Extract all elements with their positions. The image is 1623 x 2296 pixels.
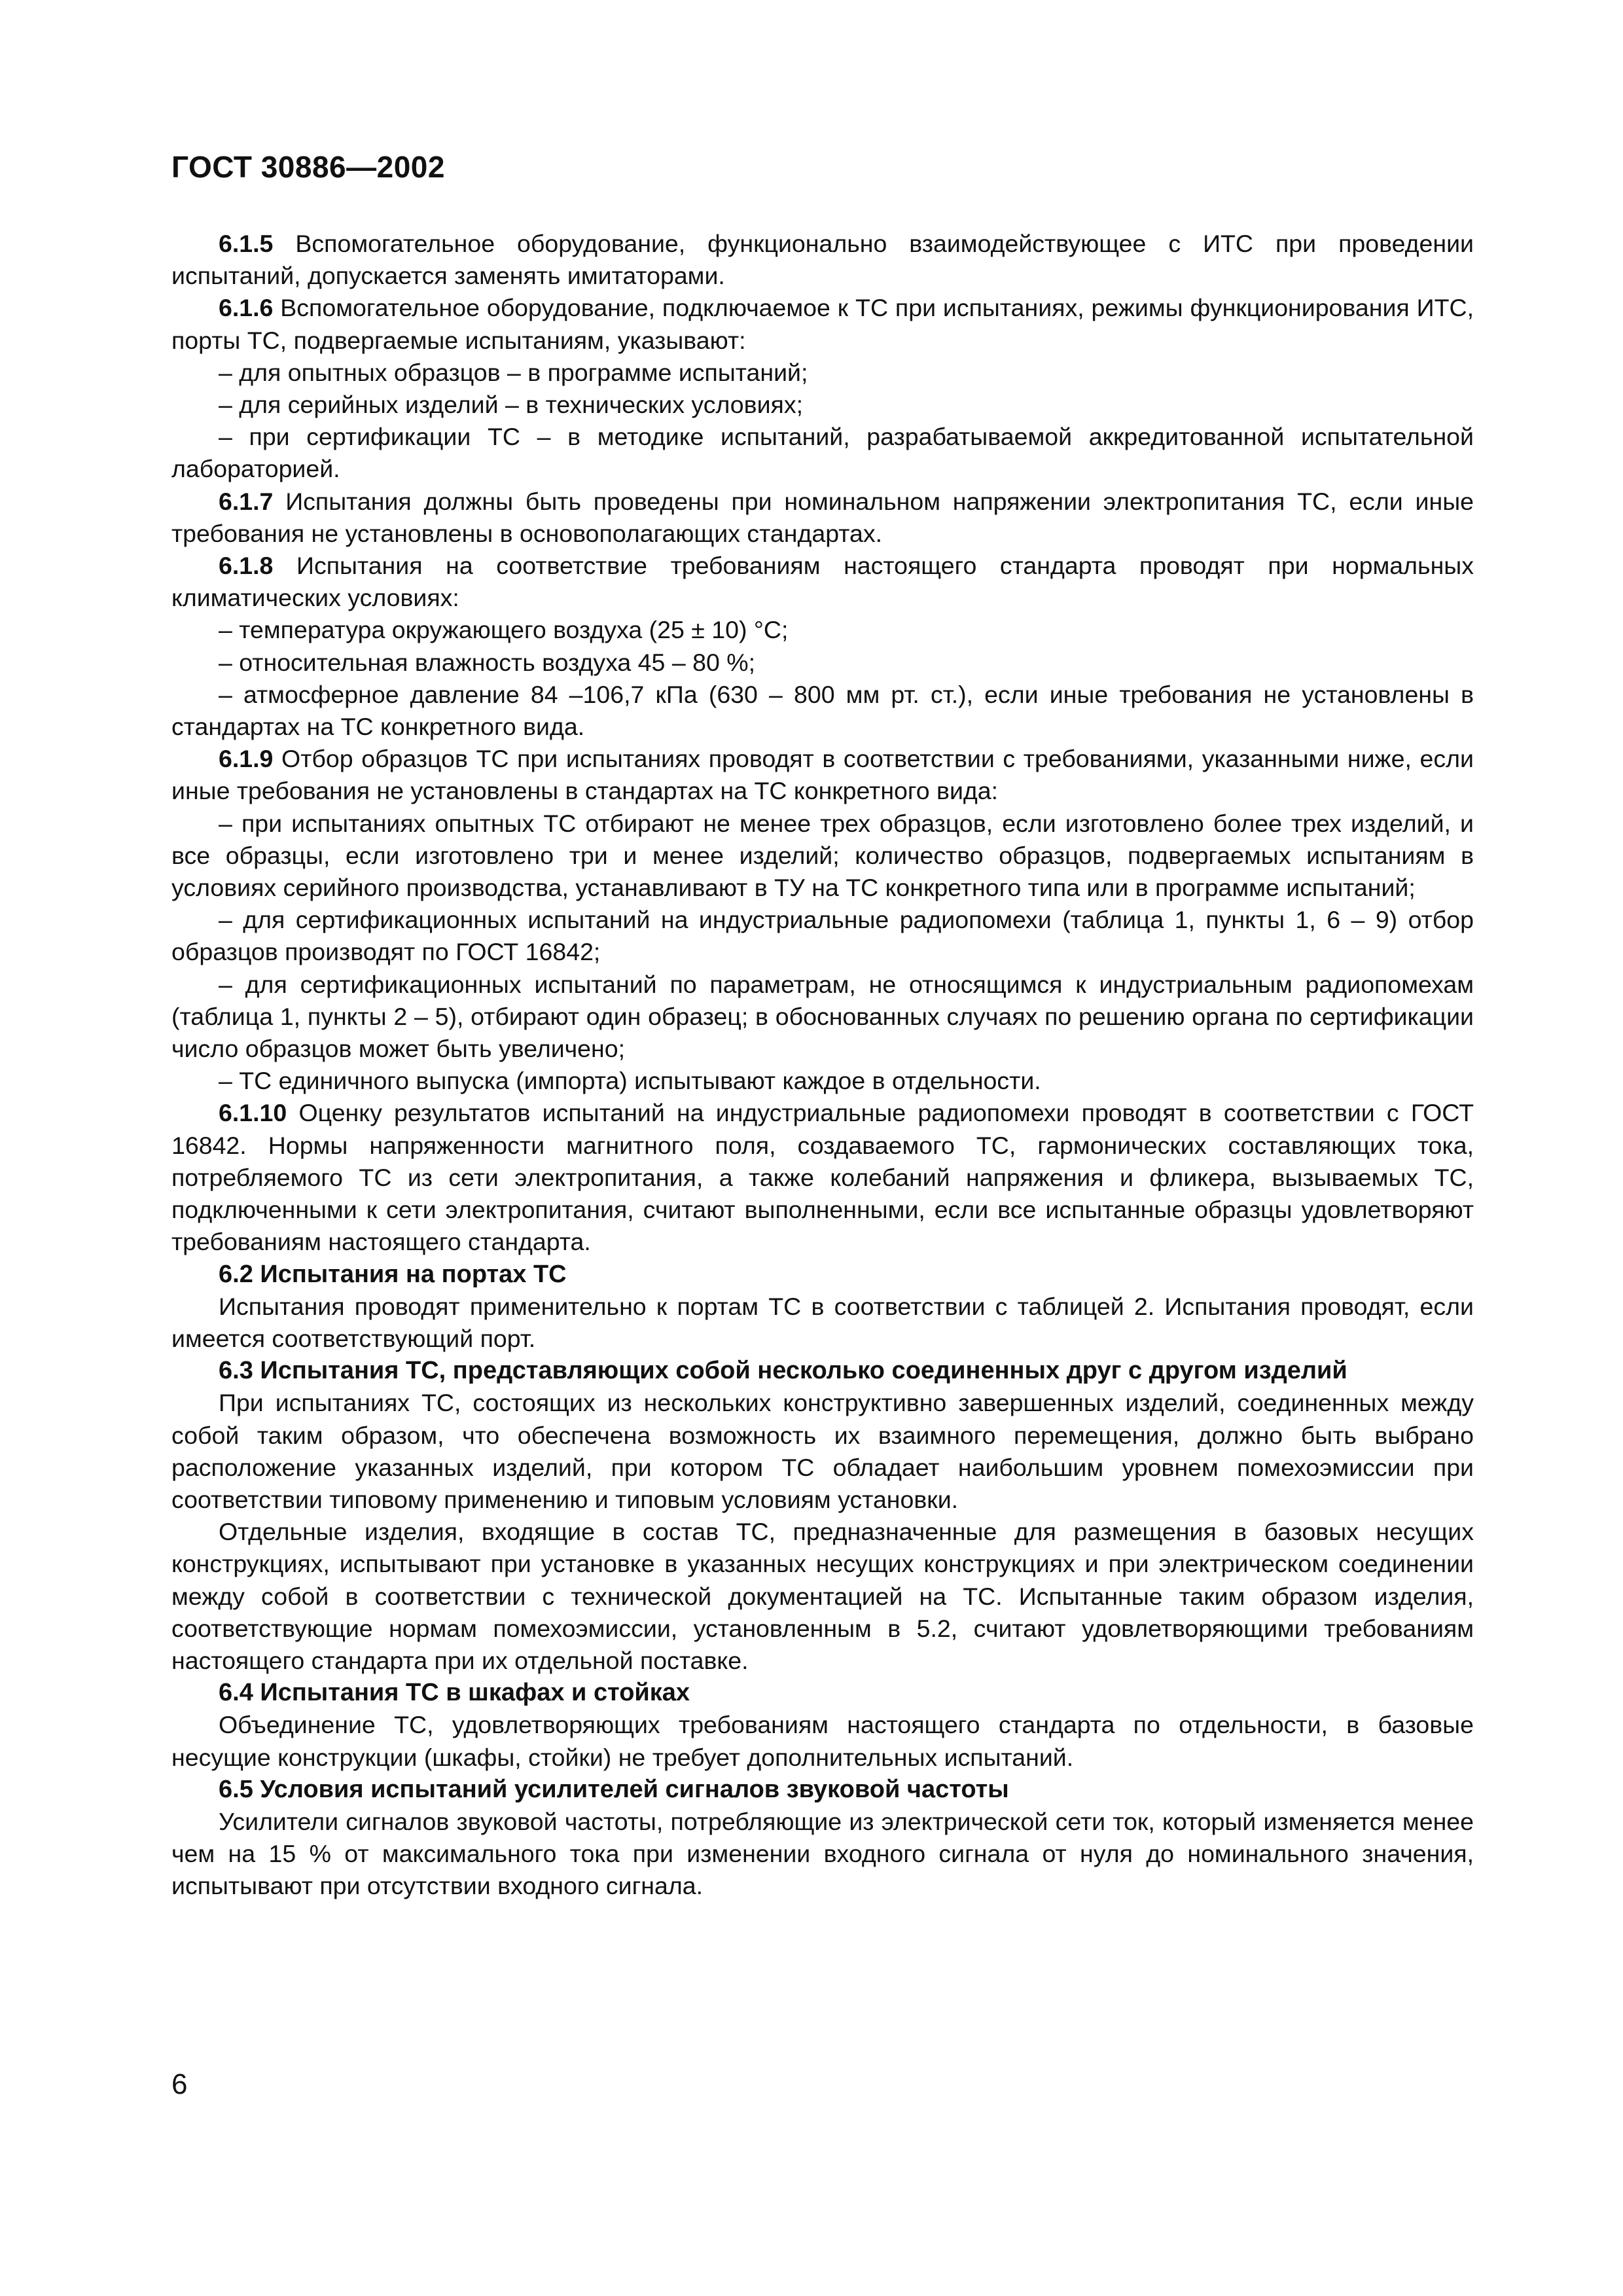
section-heading-6-2: 6.2 Испытания на портах ТС xyxy=(219,1260,567,1288)
clause-number: 6.1.8 xyxy=(219,552,274,580)
clause-6-1-8 xyxy=(171,550,1474,614)
clause-text: Вспомогательное оборудование, функционально взаимодействующее с ИТС при проведении испытаний, допускается заменять имитаторами. xyxy=(171,230,1474,290)
list-item: – температура окружающего воздуха (25 ± 10) °С; xyxy=(219,616,789,644)
list-item: – ТС единичного выпуска (импорта) испытывают каждое в отдельности. xyxy=(219,1067,1041,1095)
list-item: – для опытных образцов – в программе испытаний; xyxy=(219,358,808,386)
clause-text: Испытания должны быть проведены при номинальном напряжении электропитания ТС, если иные требования не установлены в основополагающих стандартах. xyxy=(171,487,1474,547)
clause-6-1-5 xyxy=(171,228,1474,292)
list-item: – атмосферное давление 84 –106,7 кПа (630 – 800 мм рт. ст.), если иные требования не установлены в стандартах на ТС конкретного вида. xyxy=(171,680,1474,741)
page-number: 6 xyxy=(171,2068,188,2100)
clause-text: Отбор образцов ТС при испытаниях проводят в соответствии с требованиями, указанными ниже, если иные требования не установлены в стандартах на ТС конкретного вида: xyxy=(171,745,1474,805)
list-item: – для серийных изделий – в технических условиях; xyxy=(219,391,804,419)
clause-6-1-7 xyxy=(171,486,1474,550)
clause-text: Вспомогательное оборудование, подключаемое к ТС при испытаниях, режимы функционирования ИТС, порты ТС, подвергаемые испытаниям, указывают: xyxy=(171,294,1474,354)
clause-text: Испытания на соответствие требованиям настоящего стандарта проводят при нормальных климатических условиях: xyxy=(171,552,1474,612)
list-item: – относительная влажность воздуха 45 – 80 %; xyxy=(219,648,755,676)
section-heading-6-4: 6.4 Испытания ТС в шкафах и стойках xyxy=(219,1679,690,1707)
clause-6-1-10 xyxy=(171,1097,1474,1258)
clause-number: 6.1.10 xyxy=(219,1099,287,1127)
clause-6-1-9 xyxy=(171,743,1474,807)
section-text: При испытаниях ТС, состоящих из нескольких конструктивно завершенных изделий, соединенных между собой таким образом, что обеспечена возможность их взаимного перемещения, должно быть выбрано расположение указанных изделий, при котором ТС обладает наибольшим уровнем помехоэмиссии при соответствии типовому применению и типовым условиям установки. xyxy=(171,1389,1474,1513)
section-heading-6-5: 6.5 Условия испытаний усилителей сигналов звуковой частоты xyxy=(219,1775,1009,1803)
section-text: Испытания проводят применительно к портам ТС в соответствии с таблицей 2. Испытания проводят, если имеется соответствующий порт. xyxy=(171,1292,1474,1352)
list-item: – при сертификации ТС – в методике испытаний, разрабатываемой аккредитованной испытательной лабораторией. xyxy=(171,423,1474,483)
clause-number: 6.1.5 xyxy=(219,230,274,257)
clause-text: Оценку результатов испытаний на индустриальные радиопомехи проводят в соответствии с ГОСТ 16842. Нормы напряженности магнитного поля, создаваемого ТС, гармонических составляющих тока, потребляемого ТС из сети электропитания, а также колебаний напряжения и фликера, вызываемых ТС, подключенными к сети электропитания, считают выполненными, если все испытанные образцы удовлетворяют требованиям настоящего стандарта. xyxy=(171,1099,1474,1256)
section-text: Усилители сигналов звуковой частоты, потребляющие из электрической сети ток, который изменяется менее чем на 15 % от максимального тока при изменении входного сигнала от нуля до номинального значения, испытывают при отсутствии входного сигнала. xyxy=(171,1807,1474,1900)
clause-number: 6.1.9 xyxy=(219,745,274,773)
clause-6-1-6 xyxy=(171,292,1474,356)
clause-number: 6.1.6 xyxy=(219,294,274,322)
list-item: – для сертификационных испытаний на индустриальные радиопомехи (таблица 1, пункты 1, 6 – 9) отбор образцов производят по ГОСТ 16842; xyxy=(171,906,1474,966)
list-item: – для сертификационных испытаний по параметрам, не относящимся к индустриальным радиопомехам (таблица 1, пункты 2 – 5), отбирают один образец; в обоснованных случаях по решению органа по сертификации число образцов может быть увеличено; xyxy=(171,970,1474,1063)
document-header: ГОСТ 30886—2002 xyxy=(171,150,445,184)
section-text: Объединение ТС, удовлетворяющих требованиям настоящего стандарта по отдельности, в базовые несущие конструкции (шкафы, стойки) не требует дополнительных испытаний. xyxy=(171,1711,1474,1771)
document-body xyxy=(171,228,1474,1903)
section-text: Отдельные изделия, входящие в состав ТС, предназначенные для размещения в базовых несущих конструкциях, испытывают при установке в указанных несущих конструкциях и при электрическом соединении между собой в соответствии с технической документацией на ТС. Испытанные таким образом изделия, соответствующие нормам помехоэмиссии, установленным в 5.2, считают удовлетворяющими требованиям настоящего стандарта при их отдельной поставке. xyxy=(171,1518,1474,1674)
section-heading-6-3: 6.3 Испытания ТС, представляющих собой несколько соединенных друг с другом изделий xyxy=(219,1357,1347,1385)
clause-number: 6.1.7 xyxy=(219,487,274,515)
list-item: – при испытаниях опытных ТС отбирают не менее трех образцов, если изготовлено более трех изделий, и все образцы, если изготовлено три и менее изделий; количество образцов, подвергаемых испытаниям в условиях серийного производства, устанавливают в ТУ на ТС конкретного типа или в программе испытаний; xyxy=(171,809,1474,902)
